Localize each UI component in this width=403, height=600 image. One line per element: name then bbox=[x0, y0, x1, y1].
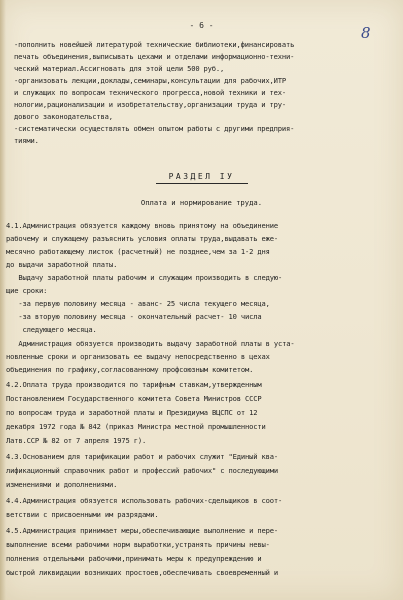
handwritten-page-number: 8 bbox=[361, 24, 371, 42]
text-line: месячно работающему листок (расчетный) не позднее,чем за 1-2 дня bbox=[6, 247, 270, 256]
text-line: лификационный справочник работ и профессий рабочих" с последующими bbox=[6, 466, 278, 475]
text-line: -организовать лекции,доклады,семинары,консультации для рабочих,ИТР bbox=[14, 76, 286, 85]
text-line: новленные сроки и организовать ее выдачу непосредственно в цехах bbox=[6, 352, 270, 361]
text-line: быстрой ликвидации возникших простоев,обеспечивать своевременный и bbox=[6, 568, 278, 577]
section-heading: РАЗДЕЛ IУ bbox=[168, 172, 235, 181]
text-line: щие сроки: bbox=[6, 286, 48, 295]
text-line: ческий материал.Ассигновать для этой цели 500 руб., bbox=[14, 64, 225, 73]
text-line: Администрация обязуется производить выдачу заработной платы в уста- bbox=[6, 339, 295, 348]
text-line: 4.5.Администрация принимает меры,обеспечивающие выполнение и пере- bbox=[6, 526, 278, 535]
text-line: до выдачи заработной платы. bbox=[6, 260, 118, 269]
text-line: Латв.ССР № 82 от 7 апреля 1975 г). bbox=[6, 436, 147, 445]
text-line: -систематически осуществлять обмен опытом работы с другими предприя- bbox=[14, 124, 295, 133]
text-line: и служащих по вопросам технического прогресса,новой техники и тех- bbox=[14, 88, 286, 97]
text-line: по вопросам труда и заработной платы и Президиума ВЦСПС от 12 bbox=[6, 408, 258, 417]
text-line: нологии,рационализации и изобретательству,организации труда и тру- bbox=[14, 100, 286, 109]
text-line: изменениями и дополнениями. bbox=[6, 480, 118, 489]
text-line: 4.4.Администрация обязуется использовать рабочих-сдельщиков в соот- bbox=[6, 496, 283, 505]
text-line: рабочему и служащему разъяснить условия оплаты труда,выдавать еже- bbox=[6, 234, 278, 243]
text-line: ветствии с присвоенными им разрядами. bbox=[6, 510, 159, 519]
section-subheading: Оплата и нормирование труда. bbox=[140, 198, 263, 207]
text-line: 4.3.Основанием для тарификации работ и рабочих служит "Единый ква- bbox=[6, 452, 278, 461]
text-line: -за первую половину месяца - аванс- 25 числа текущего месяца, bbox=[6, 299, 270, 308]
text-line: следующего месяца. bbox=[6, 325, 97, 334]
text-line: объединения по графику,согласованному профсоюзным комитетом. bbox=[6, 365, 254, 374]
text-line: полнения отдельными рабочими,принимать меры к предупреждению и bbox=[6, 554, 262, 563]
text-line: Выдачу заработной платы рабочим и служащим производить в следую- bbox=[6, 273, 283, 282]
text-line: дового законодательства, bbox=[14, 112, 113, 121]
text-line: -за вторую половину месяца - окончательный расчет- 10 числа bbox=[6, 312, 262, 321]
text-line: печать объединения,выписывать цехами и отделами информационно-техни- bbox=[14, 52, 295, 61]
section-heading-underline bbox=[156, 183, 248, 184]
text-line: 4.1.Администрация обязуется каждому вновь принятому на объединение bbox=[6, 221, 278, 230]
page-number: - 6 - bbox=[189, 21, 214, 30]
text-line: 4.2.Оплата труда производится по тарифным ставкам,утвержденным bbox=[6, 380, 262, 389]
text-line: декабря 1972 года № 842 (приказ Министра местной промышленности bbox=[6, 422, 266, 431]
text-line: Постановлением Государственного комитета Совета Министров СССР bbox=[6, 394, 262, 403]
text-line: -пополнить новейшей литературой технические библиотеки,финансировать bbox=[14, 40, 295, 49]
text-line: выполнение всеми рабочими норм выработки,устранять причины невы- bbox=[6, 540, 270, 549]
text-line: тиями. bbox=[14, 136, 39, 145]
